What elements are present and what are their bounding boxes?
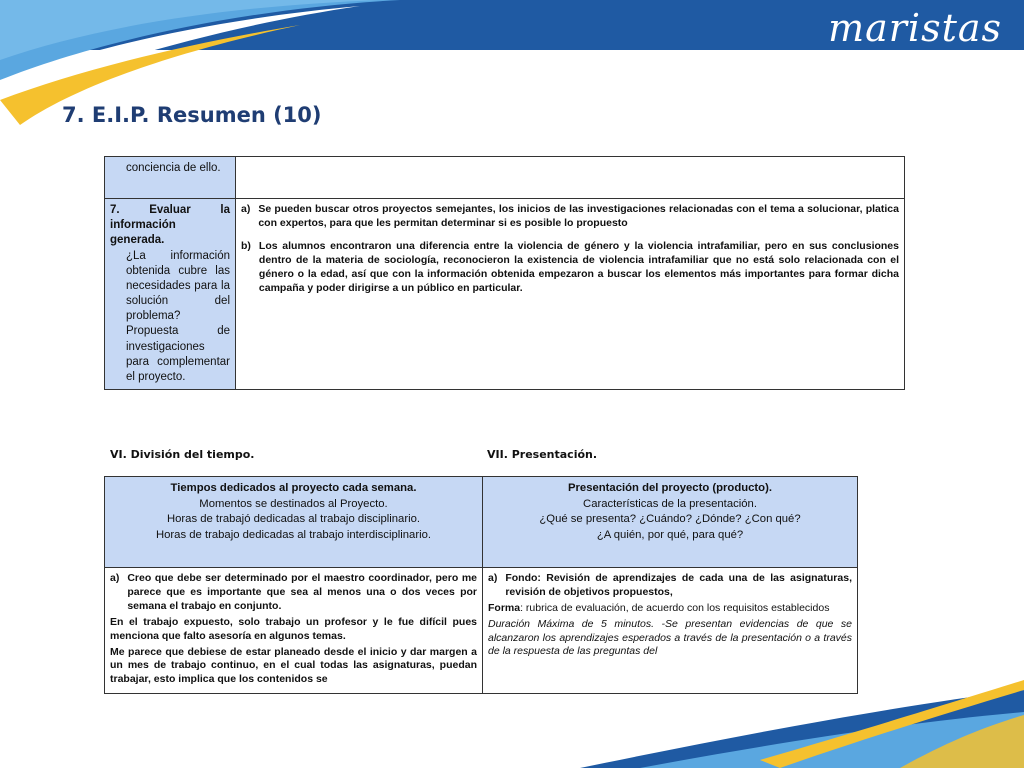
time-body-cell — [105, 568, 483, 694]
time-paragraph: Me parece que debiese de estar planeado desde el inicio y dar margen a un mes de trabajo continuo, en el cual todas las asignaturas, puedan trabajar, esto implica que los contenidos se — [110, 645, 477, 686]
section-heading-time: VI. División del tiempo. — [110, 448, 255, 461]
step-question-1: ¿La información obtenida cubre las necesidades para la solución del problema? — [126, 249, 230, 323]
table-row — [105, 568, 858, 694]
form-text: : rubrica de evaluación, de acuerdo con los requisitos establecidos — [520, 601, 830, 614]
row1-left-cell — [105, 157, 236, 199]
time-paragraph: En el trabajo expuesto, solo trabajo un profesor y le fue difícil pues menciona que falto asesoría en algunos temas. — [110, 615, 477, 642]
list-item-text: Creo que debe ser determinado por el maestro coordinador, pero me parece que es importante que sea al menos una o dos veces por semana el trabajo en conjunto. — [127, 572, 477, 612]
list-item-text: Los alumnos encontraron una diferencia entre la violencia de género y la violencia intrafamiliar, pero en sus conclusiones dentro de la materia de sociología, reconocieron la existencia de violencia intrafamiliar que no está solo relacionada con el género o la edad, así que con la información obtenida empezaron a buscar los elementos más importantes para formar dicha campaña y poder dirigirse a un público en particular. — [258, 239, 899, 294]
evaluation-table — [104, 156, 905, 390]
step-question-2: Propuesta de investigaciones para complementar el proyecto. — [126, 325, 230, 383]
list-marker: b) — [241, 239, 251, 252]
list-item-text: Fondo: Revisión de aprendizajes de cada una de las asignaturas, revisión de objetivos propuestos, — [505, 572, 852, 598]
table-row — [105, 157, 905, 199]
row2-right-cell — [236, 199, 905, 390]
table-row — [105, 477, 858, 568]
list-marker: a) — [488, 572, 498, 584]
step-title: 7. Evaluar la información generada. — [110, 204, 230, 247]
list-marker: a) — [241, 203, 251, 215]
presentation-paragraph — [488, 602, 852, 616]
table-row — [105, 199, 905, 390]
row2-left-cell — [105, 199, 236, 390]
slide-title: 7. E.I.P. Resumen (10) — [62, 103, 322, 127]
presentation-header-cell — [483, 477, 858, 568]
presentation-header-line: Características de la presentación. — [583, 497, 757, 510]
maristas-logo: maristas — [828, 6, 1002, 50]
presentation-header-line: ¿A quién, por qué, para qué? — [596, 528, 744, 541]
list-item-text: Se pueden buscar otros proyectos semejantes, los inicios de las investigaciones relacionadas con el tema a solucionar, platica con expertos, para que les permitan determinar si es posible lo propuesto — [258, 203, 899, 229]
presentation-paragraph: Duración Máxima de 5 minutos. -Se presentan evidencias de que se alcanzaron los aprendizajes esperados a través de la presentación o a través de la respuesta de las preguntas del — [488, 617, 852, 658]
presentation-body-cell — [483, 568, 858, 694]
section-heading-presentation: VII. Presentación. — [487, 448, 598, 461]
form-label: Forma — [488, 601, 521, 614]
time-presentation-table — [104, 476, 858, 694]
row1-left-text: conciencia de ello. — [126, 162, 221, 174]
list-item — [241, 240, 899, 296]
list-item — [488, 572, 852, 600]
list-item — [110, 572, 477, 614]
presentation-header-title: Presentación del proyecto (producto). — [567, 482, 772, 494]
time-header-cell — [105, 477, 483, 568]
row1-right-cell — [236, 157, 905, 199]
list-marker: a) — [110, 572, 120, 584]
time-header-title: Tiempos dedicados al proyecto cada semana. — [170, 482, 417, 494]
list-item — [241, 203, 899, 231]
time-header-line: Horas de trabajo dedicadas al trabajo interdisciplinario. — [155, 528, 432, 541]
time-header-line: Momentos se destinados al Proyecto. — [199, 497, 388, 510]
presentation-header-line: ¿Qué se presenta? ¿Cuándo? ¿Dónde? ¿Con qué? — [539, 513, 801, 526]
time-header-line: Horas de trabajó dedicadas al trabajo disciplinario. — [166, 513, 421, 526]
